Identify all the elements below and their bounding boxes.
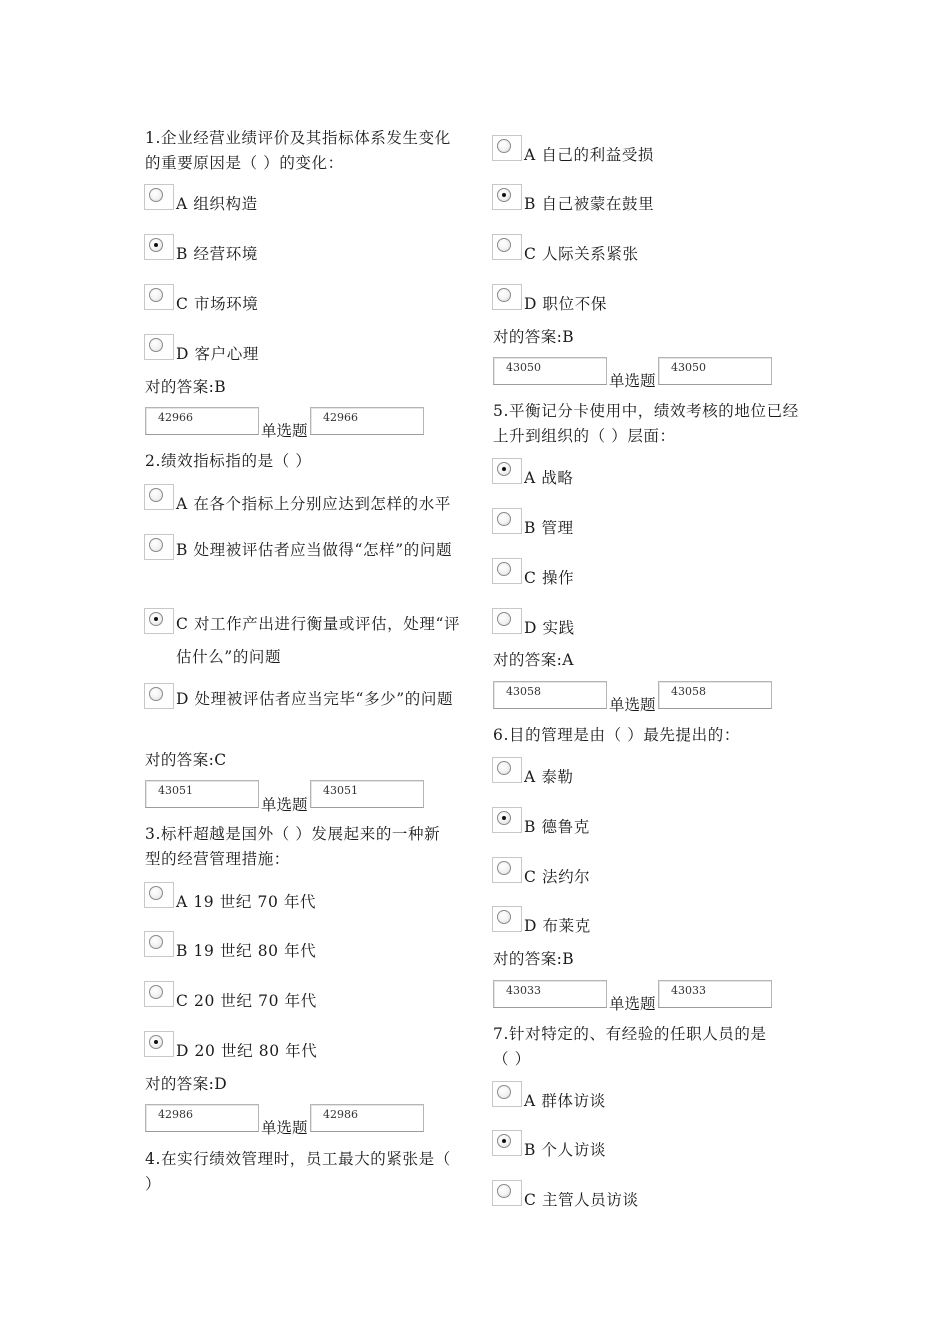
question-4-stem bbox=[145, 1147, 451, 1197]
q1-answer bbox=[145, 376, 226, 398]
question-5-stem-line1: 5.平衡记分卡使用中，绩效考核的地位已经 bbox=[493, 402, 799, 420]
q4-answer bbox=[493, 326, 574, 348]
q5-id-field-right[interactable]: 43058 bbox=[658, 681, 772, 709]
q1-option-b-label: B 经营环境 bbox=[176, 245, 258, 263]
q6-id-field-left[interactable]: 43033 bbox=[493, 980, 607, 1008]
q6-option-b-radio[interactable] bbox=[492, 807, 522, 833]
q4-option-a-label: A 自己的利益受损 bbox=[524, 146, 655, 164]
q3-option-a-label: A 19 世纪 70 年代 bbox=[176, 893, 317, 911]
q4-id-field-right[interactable]: 43050 bbox=[658, 357, 772, 385]
q1-option-b-radio[interactable] bbox=[144, 234, 174, 260]
answer-prefix: 对的答案: bbox=[145, 751, 215, 769]
question-5-stem-line2: 上升到组织的（ ）层面： bbox=[493, 427, 676, 445]
q6-option-a-label: A 泰勒 bbox=[524, 768, 574, 786]
q3-answer-value: D bbox=[214, 1075, 228, 1093]
question-7-stem-line2: （ ） bbox=[493, 1050, 531, 1068]
question-4-stem-line2: ） bbox=[145, 1175, 162, 1193]
q6-answer-value: B bbox=[562, 950, 575, 968]
q6-option-b-label: B 德鲁克 bbox=[524, 818, 590, 836]
q4-option-b-label: B 自己被蒙在鼓里 bbox=[524, 195, 655, 213]
q6-type-label: 单选题 bbox=[609, 995, 656, 1013]
q4-answer-value: B bbox=[562, 328, 575, 346]
question-3-stem-line1: 3.标杆超越是国外（ ）发展起来的一种新 bbox=[145, 825, 441, 843]
q6-option-c-label: C 法约尔 bbox=[524, 868, 591, 886]
q6-option-d-label: D 布莱克 bbox=[524, 917, 591, 935]
q2-option-d-radio[interactable] bbox=[144, 683, 174, 709]
q1-option-a-radio[interactable] bbox=[144, 184, 174, 210]
q7-option-b-radio[interactable] bbox=[492, 1130, 522, 1156]
q6-option-d-radio[interactable] bbox=[492, 906, 522, 932]
q1-option-d-radio[interactable] bbox=[144, 334, 174, 360]
q3-option-a-radio[interactable] bbox=[144, 882, 174, 908]
q4-option-d-label: D 职位不保 bbox=[524, 295, 607, 313]
q1-id-field-right[interactable]: 42966 bbox=[310, 407, 424, 435]
q4-type-label: 单选题 bbox=[609, 372, 656, 390]
question-3-stem bbox=[145, 822, 440, 872]
q2-option-c-radio[interactable] bbox=[144, 608, 174, 634]
q6-option-a-radio[interactable] bbox=[492, 757, 522, 783]
q1-type-label: 单选题 bbox=[261, 422, 308, 440]
q3-answer bbox=[145, 1073, 227, 1095]
q5-option-a-radio[interactable] bbox=[492, 458, 522, 484]
question-7-stem-line1: 7.针对特定的、有经验的任职人员的是 bbox=[493, 1025, 767, 1043]
q1-option-c-radio[interactable] bbox=[144, 284, 174, 310]
q1-option-a-label: A 组织构造 bbox=[176, 195, 258, 213]
q5-type-label: 单选题 bbox=[609, 696, 656, 714]
q6-option-c-radio[interactable] bbox=[492, 857, 522, 883]
q6-answer bbox=[493, 948, 574, 970]
answer-prefix: 对的答案: bbox=[145, 1075, 215, 1093]
q3-option-b-radio[interactable] bbox=[144, 931, 174, 957]
q2-option-d-label: D 处理被评估者应当完毕“多少”的问题 bbox=[176, 690, 454, 708]
q3-option-c-label: C 20 世纪 70 年代 bbox=[176, 992, 317, 1010]
q5-option-d-radio[interactable] bbox=[492, 608, 522, 634]
q3-id-field-right[interactable]: 42986 bbox=[310, 1104, 424, 1132]
q1-option-d-label: D 客户心理 bbox=[176, 345, 259, 363]
q2-option-a-radio[interactable] bbox=[144, 484, 174, 510]
q5-option-a-label: A 战略 bbox=[524, 469, 574, 487]
question-7-stem bbox=[493, 1022, 767, 1072]
q4-option-c-radio[interactable] bbox=[492, 234, 522, 260]
q3-option-d-radio[interactable] bbox=[144, 1031, 174, 1057]
q2-option-b-radio[interactable] bbox=[144, 534, 174, 560]
q5-option-c-radio[interactable] bbox=[492, 558, 522, 584]
q5-option-b-radio[interactable] bbox=[492, 508, 522, 534]
answer-prefix: 对的答案: bbox=[493, 328, 563, 346]
q3-option-d-label: D 20 世纪 80 年代 bbox=[176, 1042, 318, 1060]
question-6-stem-line1: 6.目的管理是由（ ）最先提出的： bbox=[493, 726, 740, 744]
q4-option-d-radio[interactable] bbox=[492, 284, 522, 310]
question-3-stem-line2: 型的经营管理措施： bbox=[145, 850, 290, 868]
q2-answer-value: C bbox=[214, 751, 227, 769]
q6-id-field-right[interactable]: 43033 bbox=[658, 980, 772, 1008]
question-1-stem-line1: 1.企业经营业绩评价及其指标体系发生变化 bbox=[145, 129, 451, 147]
q2-type-label: 单选题 bbox=[261, 796, 308, 814]
q1-option-c-label: C 市场环境 bbox=[176, 295, 259, 313]
q5-id-field-left[interactable]: 43058 bbox=[493, 681, 607, 709]
q2-answer bbox=[145, 749, 227, 771]
answer-prefix: 对的答案: bbox=[145, 378, 215, 396]
q4-option-a-radio[interactable] bbox=[492, 135, 522, 161]
question-2-stem bbox=[145, 449, 311, 474]
q2-id-field-right[interactable]: 43051 bbox=[310, 780, 424, 808]
q2-option-c-label: C 对工作产出进行衡量或评估，处理“评估什么”的问题 bbox=[176, 615, 461, 666]
q4-option-c-label: C 人际关系紧张 bbox=[524, 245, 639, 263]
q5-answer bbox=[493, 649, 574, 671]
question-5-stem bbox=[493, 399, 799, 449]
q3-type-label: 单选题 bbox=[261, 1119, 308, 1137]
q2-option-b-label: B 处理被评估者应当做得“怎样”的问题 bbox=[176, 541, 453, 559]
q3-id-field-left[interactable]: 42986 bbox=[145, 1104, 259, 1132]
q4-option-b-radio[interactable] bbox=[492, 184, 522, 210]
question-4-stem-line1: 4.在实行绩效管理时，员工最大的紧张是（ bbox=[145, 1150, 451, 1168]
q5-option-c-label: C 操作 bbox=[524, 569, 575, 587]
q1-id-field-left[interactable]: 42966 bbox=[145, 407, 259, 435]
q2-option-a-label: A 在各个指标上分别应达到怎样的水平 bbox=[176, 495, 451, 513]
question-1-stem bbox=[145, 126, 451, 176]
question-6-stem bbox=[493, 723, 740, 748]
q5-option-b-label: B 管理 bbox=[524, 519, 574, 537]
answer-prefix: 对的答案: bbox=[493, 950, 563, 968]
q5-answer-value: A bbox=[562, 651, 574, 669]
q7-option-a-radio[interactable] bbox=[492, 1081, 522, 1107]
question-1-stem-line2: 的重要原因是（ ）的变化： bbox=[145, 154, 344, 172]
q1-answer-value: B bbox=[214, 378, 227, 396]
q2-id-field-left[interactable]: 43051 bbox=[145, 780, 259, 808]
question-2-stem-line1: 2.绩效指标指的是（ ） bbox=[145, 452, 312, 470]
q7-option-b-label: B 个人访谈 bbox=[524, 1141, 606, 1159]
q7-option-a-label: A 群体访谈 bbox=[524, 1092, 606, 1110]
q3-option-b-label: B 19 世纪 80 年代 bbox=[176, 942, 317, 960]
q3-option-c-radio[interactable] bbox=[144, 981, 174, 1007]
q7-option-c-radio[interactable] bbox=[492, 1180, 522, 1206]
q7-option-c-label: C 主管人员访谈 bbox=[524, 1191, 639, 1209]
answer-prefix: 对的答案: bbox=[493, 651, 563, 669]
q4-id-field-left[interactable]: 43050 bbox=[493, 357, 607, 385]
q5-option-d-label: D 实践 bbox=[524, 619, 575, 637]
